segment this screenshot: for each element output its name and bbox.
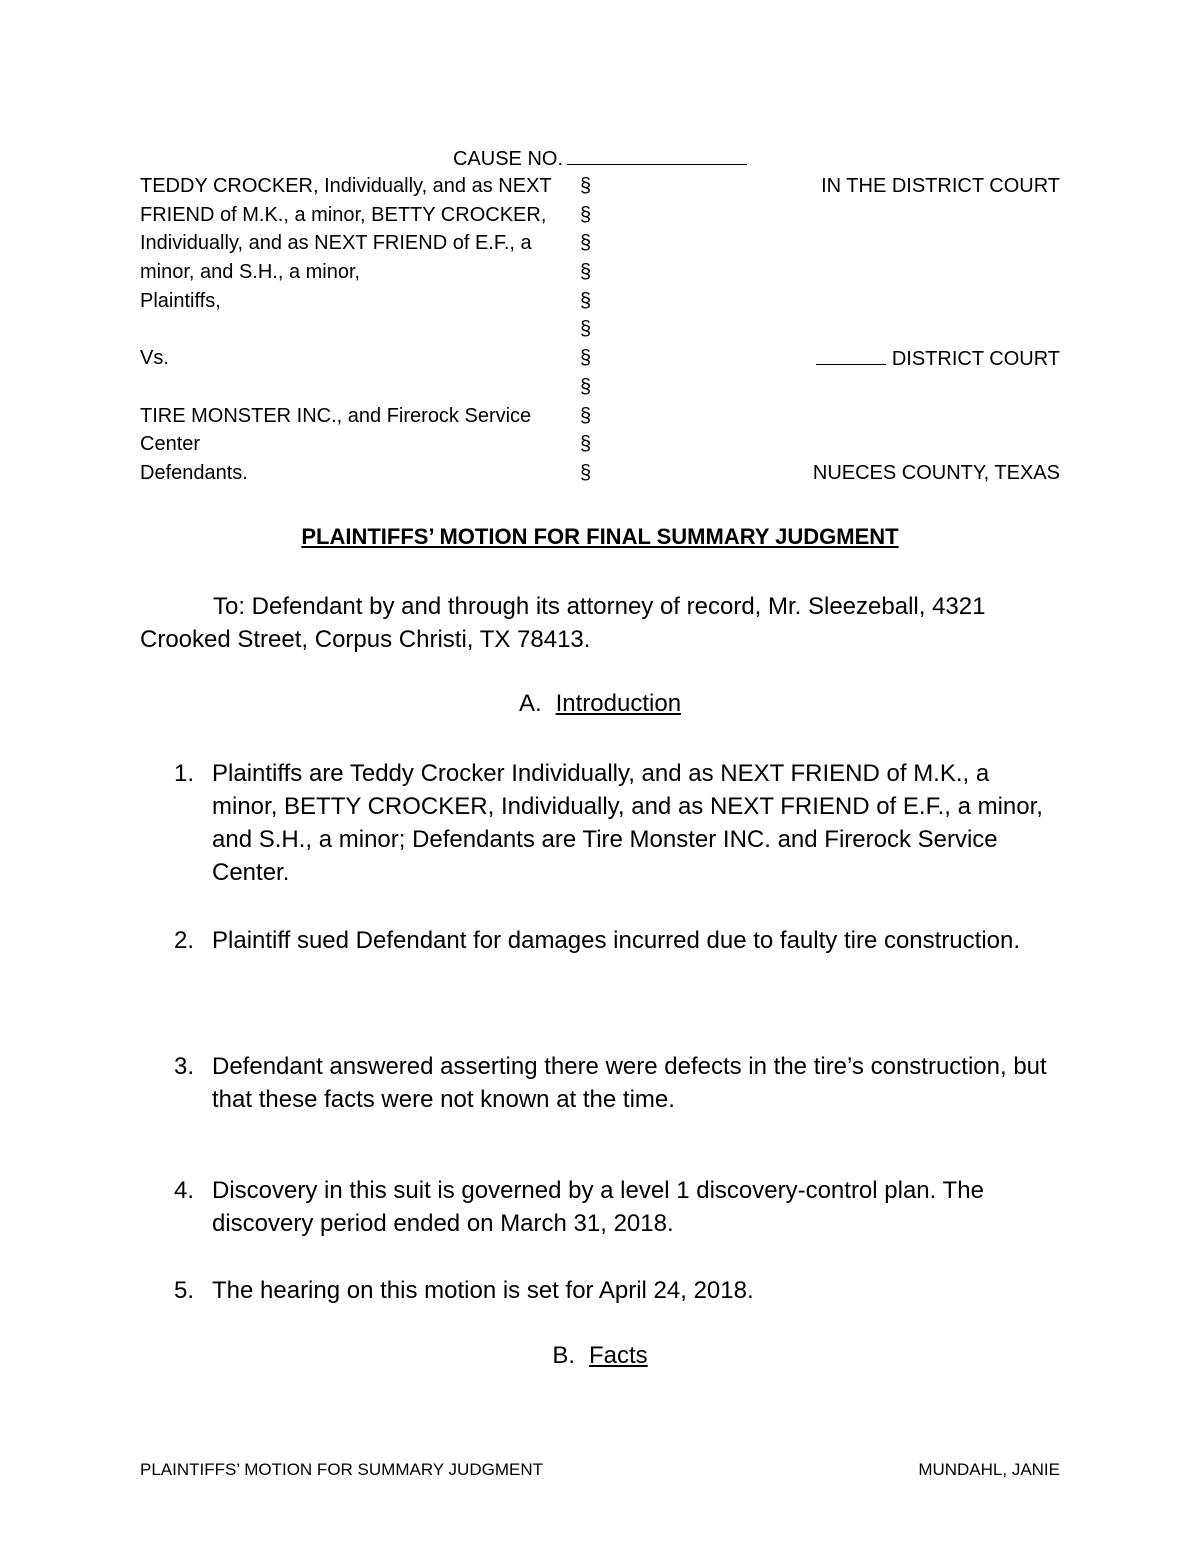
county-name: NUECES COUNTY, TEXAS <box>812 461 1060 484</box>
cause-number <box>0 144 1200 173</box>
list-item-number: 1. <box>174 760 195 787</box>
section-symbol: § <box>580 261 592 284</box>
section-symbol-column <box>580 172 600 488</box>
district-number-blank <box>816 344 886 365</box>
list-item-text: Discovery in this suit is governed by a level 1 discovery-control plan. The discovery period ended on March 31, 2018. <box>212 1177 984 1237</box>
section-symbol: § <box>580 289 592 312</box>
list-item-number: 4. <box>174 1177 195 1204</box>
list-item <box>140 757 1060 889</box>
caption-line: Defendants. <box>140 461 248 484</box>
section-symbol: § <box>580 203 592 226</box>
section-symbol: § <box>580 232 592 255</box>
list-item-text: Plaintiffs are Teddy Crocker Individually, and as NEXT FRIEND of M.K., a minor, BETTY CROCKER, Individually, and as NEXT FRIEND of E.F., a minor, and S.H., a minor; Defendants are Tire Monster INC. and Firerock Service Center. <box>212 760 1043 886</box>
caption-line: Vs. <box>140 347 169 370</box>
list-item-number: 5. <box>174 1277 195 1304</box>
list-item-number: 3. <box>174 1053 195 1080</box>
section-symbol: § <box>580 433 592 456</box>
caption-court <box>760 172 1060 488</box>
list-item <box>140 1174 1060 1240</box>
caption-line: minor, and S.H., a minor, <box>140 261 361 284</box>
section-symbol: § <box>580 404 592 427</box>
court-name: IN THE DISTRICT COURT <box>821 175 1060 197</box>
cause-number-blank <box>567 144 747 165</box>
list-item <box>140 1274 1060 1307</box>
list-item-text: Plaintiff sued Defendant for damages incurred due to faulty tire construction. <box>212 927 1021 954</box>
list-item-number: 2. <box>174 927 195 954</box>
section-symbol: § <box>580 318 592 341</box>
list-item-text: Defendant answered asserting there were defects in the tire’s construction, but that these facts were not known at the time. <box>212 1053 1047 1113</box>
district-court-line <box>760 344 1060 373</box>
district-court-label: DISTRICT COURT <box>891 348 1060 371</box>
caption-line: FRIEND of M.K., a minor, BETTY CROCKER, <box>140 203 547 226</box>
list-item <box>140 924 1060 957</box>
caption-line: Plaintiffs, <box>140 289 221 312</box>
section-heading-facts <box>0 1342 1200 1370</box>
caption-line: Individually, and as NEXT FRIEND of E.F., a <box>140 232 532 255</box>
list-item <box>140 1050 1060 1116</box>
caption-line: TIRE MONSTER INC., and Firerock Service <box>140 404 532 427</box>
section-symbol: § <box>580 375 592 398</box>
document-title: PLAINTIFFS’ MOTION FOR FINAL SUMMARY JUDGMENT <box>301 524 899 549</box>
caption-line <box>140 373 560 402</box>
footer-author: MUNDAHL, JANIE <box>918 1460 1060 1479</box>
footer-document-title: PLAINTIFFS’ MOTION FOR SUMMARY JUDGMENT <box>140 1460 543 1479</box>
section-title: Introduction <box>555 690 682 717</box>
caption-parties <box>140 172 560 488</box>
to-paragraph: To: Defendant by and through its attorney of record, Mr. Sleezeball, 4321 Crooked Street, Corpus Christi, TX 78413. <box>140 593 986 653</box>
cause-label: CAUSE NO. <box>452 148 564 170</box>
caption-line: Center <box>140 433 201 456</box>
list-item-text: The hearing on this motion is set for April 24, 2018. <box>212 1277 754 1304</box>
section-symbol: § <box>580 347 592 370</box>
section-symbol: § <box>580 461 592 484</box>
section-label: B. <box>552 1342 575 1369</box>
caption-line <box>140 315 560 344</box>
section-heading-introduction <box>0 690 1200 718</box>
caption-line: TEDDY CROCKER, Individually, and as NEXT <box>140 175 552 197</box>
section-title: Facts <box>589 1342 648 1369</box>
section-label: A. <box>518 690 542 717</box>
section-symbol: § <box>580 175 592 197</box>
